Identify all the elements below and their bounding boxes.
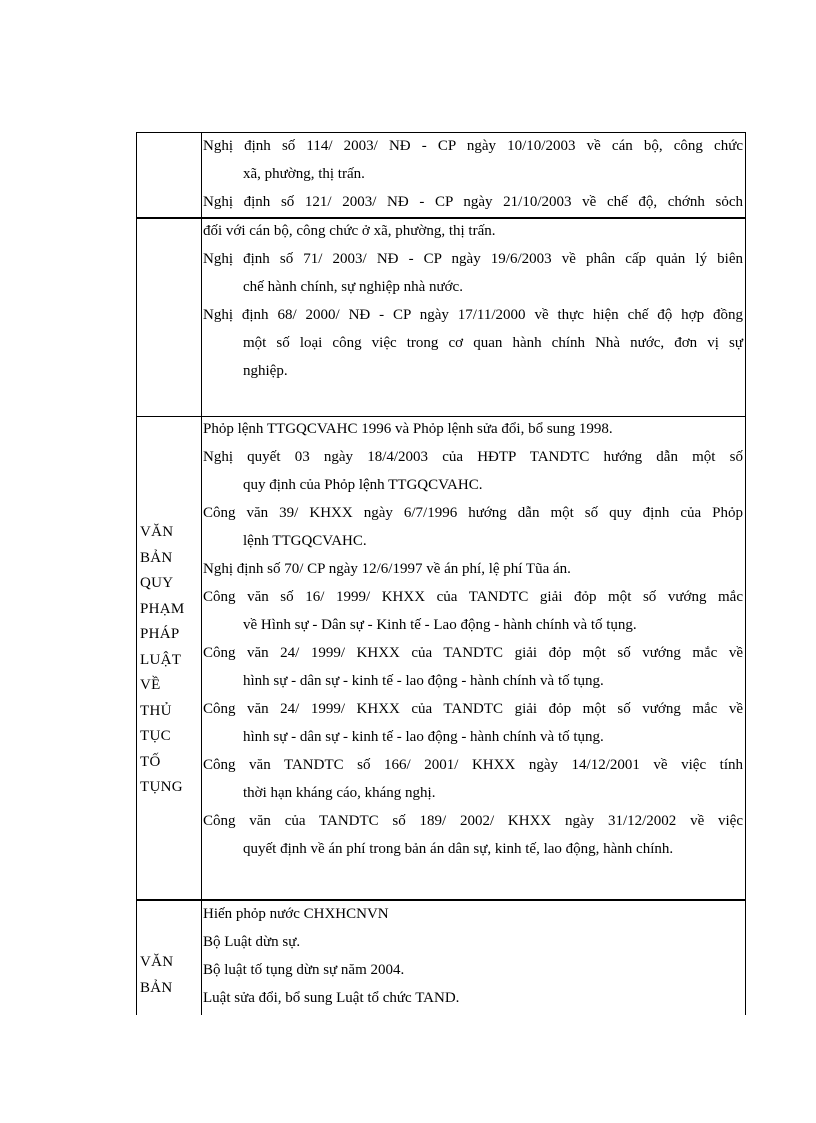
- list-item: [203, 807, 743, 863]
- label-line: VỀ: [140, 677, 161, 693]
- label-line: BẢN: [140, 549, 173, 566]
- entry-continuation: quyết định về án phí trong bản án dân sự, kinh tế, lao động, hành chính.: [243, 841, 674, 857]
- entry-continuation: về Hình sự - Dân sự - Kinh tế - Lao động - hành chính và tố tụng.: [243, 617, 637, 633]
- entry-line: Công văn 39/ KHXX ngày 6/7/1996 hướng dẫn một số quy định của Phỏp: [203, 505, 743, 521]
- entry-line: Công văn TANDTC số 166/ 2001/ KHXX ngày 14/12/2001 về việc tính: [203, 757, 743, 773]
- list-item: [203, 301, 743, 385]
- label-line: QUY: [140, 575, 174, 591]
- entry-line: đối với cán bộ, công chức ở xã, phường, thị trấn.: [203, 223, 496, 239]
- label-line: TỐ: [140, 753, 161, 770]
- list-item: [203, 245, 743, 301]
- section1-content: [203, 132, 743, 216]
- label-line: VĂN: [140, 954, 174, 970]
- list-item: [203, 695, 743, 751]
- entry-line: Công văn số 16/ 1999/ KHXX của TANDTC giải đỏp một số vướng mắc: [203, 589, 743, 605]
- entry-continuation: một số loại công việc trong cơ quan hành chính Nhà nước, đơn vị sự: [243, 335, 743, 351]
- entry-line: Luật sửa đổi, bổ sung Luật tổ chức TAND.: [203, 990, 460, 1006]
- list-item: [203, 188, 743, 216]
- section4-content: [203, 900, 743, 1012]
- entry-line: Nghị định số 114/ 2003/ NĐ - CP ngày 10/10/2003 về cán bộ, công chức: [203, 138, 743, 154]
- list-item: [203, 639, 743, 695]
- entry-continuation: xã, phường, thị trấn.: [243, 166, 365, 182]
- label-line: THỦ: [140, 702, 172, 719]
- entry-line: Hiến phỏp nước CHXHCNVN: [203, 906, 389, 922]
- label-line: PHÁP: [140, 626, 180, 642]
- label-line: BẢN: [140, 979, 173, 996]
- entry-line: Công văn của TANDTC số 189/ 2002/ KHXX ngày 31/12/2002 về việc: [203, 813, 743, 829]
- label-line: TỤC: [140, 728, 171, 744]
- list-item: [203, 555, 743, 583]
- entry-continuation: lệnh TTGQCVAHC.: [243, 533, 367, 549]
- section2-content: [203, 217, 743, 385]
- legal-documents-table: [136, 132, 746, 1015]
- label-line: TỤNG: [140, 779, 183, 795]
- list-item: [203, 443, 743, 499]
- label-line: PHẠM: [140, 600, 185, 617]
- list-item: [203, 583, 743, 639]
- list-item: [203, 499, 743, 555]
- entry-line: Nghị định 68/ 2000/ NĐ - CP ngày 17/11/2000 về thực hiện chế độ hợp đồng: [203, 307, 743, 323]
- entry-line: Phỏp lệnh TTGQCVAHC 1996 và Phỏp lệnh sửa đổi, bổ sung 1998.: [203, 421, 613, 437]
- entry-line: Công văn 24/ 1999/ KHXX của TANDTC giải đỏp một số vướng mắc về: [203, 701, 743, 717]
- label-line: VĂN: [140, 524, 174, 540]
- table-right-border: [745, 132, 746, 1015]
- table-column-divider: [201, 132, 202, 1015]
- section3-content: [203, 415, 743, 863]
- entry-continuation: chế hành chính, sự nghiệp nhà nước.: [243, 279, 463, 295]
- entry-continuation: thời hạn kháng cáo, kháng nghị.: [243, 785, 436, 801]
- section4-label: [140, 950, 198, 1001]
- entry-continuation: nghiệp.: [243, 363, 288, 379]
- list-item: [203, 751, 743, 807]
- label-line: LUẬT: [140, 651, 182, 668]
- list-item: [203, 132, 743, 188]
- entry-line: Nghị định số 70/ CP ngày 12/6/1997 về án phí, lệ phí Tũa án.: [203, 561, 571, 577]
- entry-line: Nghị định số 121/ 2003/ NĐ - CP ngày 21/10/2003 về chế độ, chớnh sỏch: [203, 194, 743, 210]
- table-left-border: [136, 132, 137, 1015]
- entry-line: Nghị quyết 03 ngày 18/4/2003 của HĐTP TANDTC hướng dẫn một số: [203, 449, 743, 465]
- entry-line: Bộ Luật dừn sự.: [203, 934, 301, 950]
- entry-line: Bộ luật tố tụng dừn sự năm 2004.: [203, 962, 405, 978]
- entry-continuation: hình sự - dân sự - kinh tế - lao động - hành chính và tố tụng.: [243, 729, 604, 745]
- entry-continuation: hình sự - dân sự - kinh tế - lao động - hành chính và tố tụng.: [243, 673, 604, 689]
- entry-line: Công văn 24/ 1999/ KHXX của TANDTC giải đỏp một số vướng mắc về: [203, 645, 743, 661]
- entry-line: Nghị định số 71/ 2003/ NĐ - CP ngày 19/6/2003 về phân cấp quản lý biên: [203, 251, 743, 267]
- entry-continuation: quy định của Phỏp lệnh TTGQCVAHC.: [243, 477, 483, 493]
- section3-label: [140, 520, 198, 801]
